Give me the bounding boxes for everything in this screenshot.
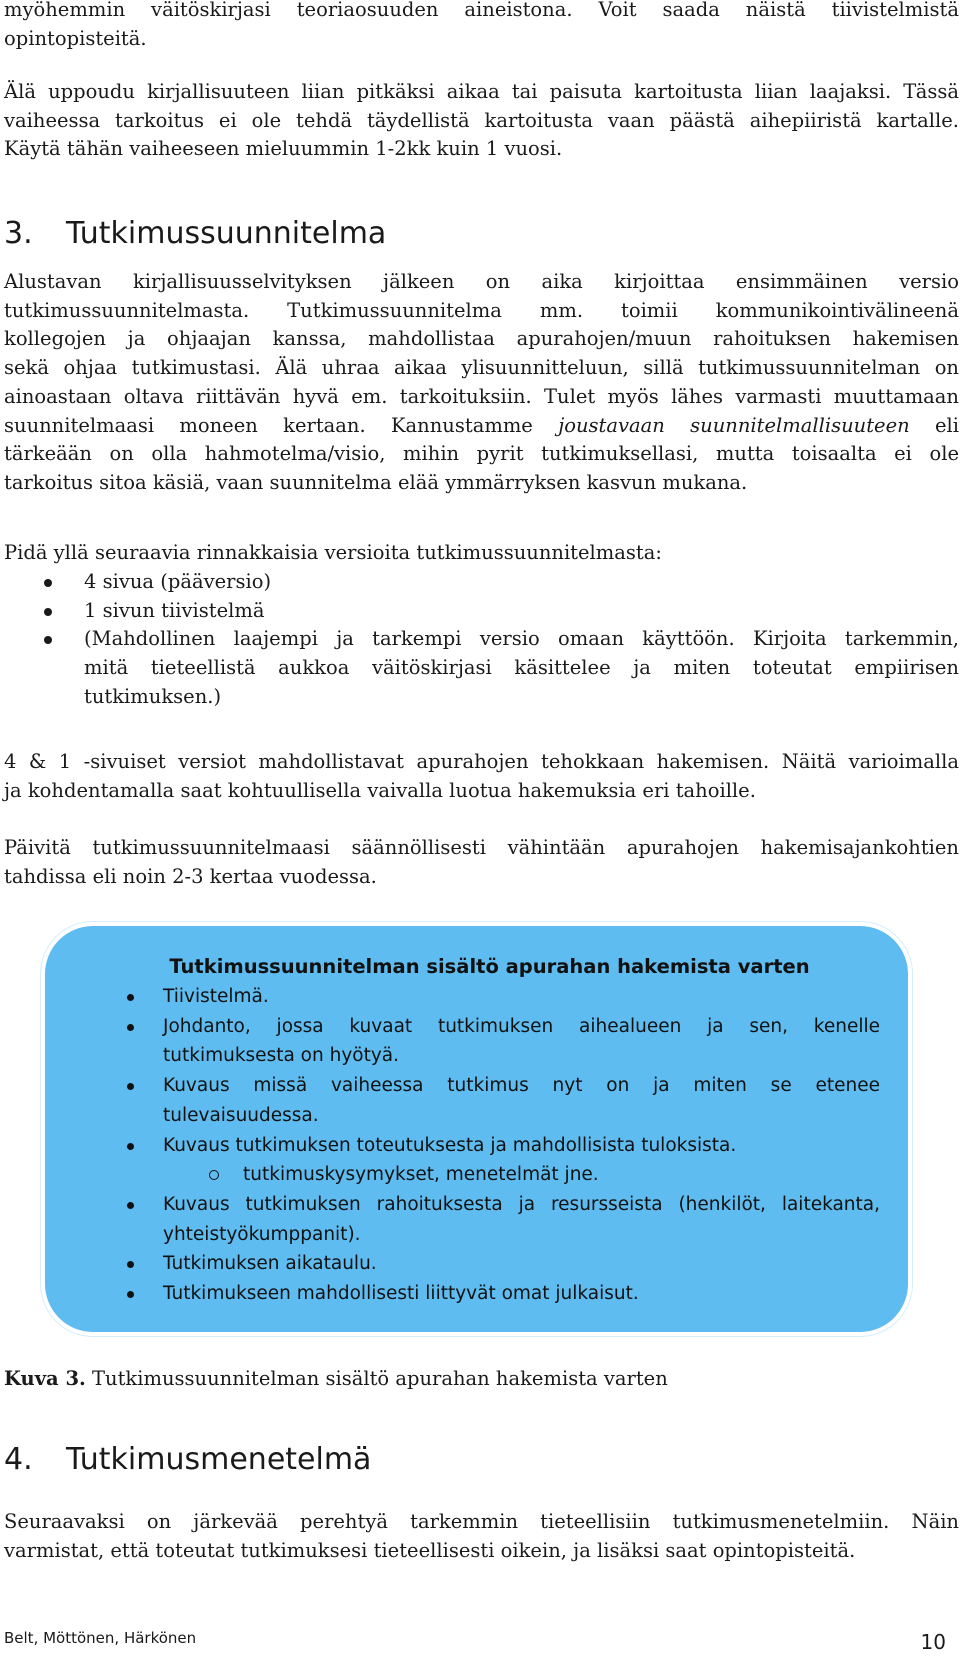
text-line: ainoastaan oltava riittävän hyvä em. tarkoituksiin. Tulet myös lähes varmasti muuttamaan (4, 384, 959, 408)
list-item (4, 625, 959, 711)
text-line: 1 sivun tiivistelmä (84, 598, 265, 622)
intro-paragraph (4, 0, 959, 53)
bullet-icon (127, 1143, 134, 1150)
caption-text: Tutkimussuunnitelman sisältö apurahan hakemista varten (85, 1367, 668, 1390)
list-item (45, 982, 880, 1012)
text-line: Päivitä tutkimussuunnitelmaasi säännöllisesti vähintään apurahojen hakemisajankohtien (4, 836, 959, 859)
list-item (4, 597, 959, 626)
text-line: Älä uppoudu kirjallisuuteen liian pitkäksi aikaa tai paisuta kartoitusta liian laajaksi. Tässä (4, 80, 959, 103)
text-fragment: eli (935, 413, 960, 437)
text-line: varmistat, että toteutat tutkimuksesi tieteellisesti oikein, ja lisäksi saat opintopisteitä. (4, 1538, 856, 1562)
text-line: tutkimuksesta on hyötyä. (163, 1045, 400, 1067)
section-heading-4 (4, 1440, 371, 1480)
text-line: mitä tieteellistä aukkoa väitöskirjasi käsittelee ja miten toteutat empiirisen (84, 656, 959, 680)
section-number: 4. (4, 1442, 33, 1477)
bullet-icon (44, 636, 52, 644)
text-line: Johdanto, jossa kuvaat tutkimuksen aihealueen ja sen, kenelle (163, 1015, 880, 1037)
text-line: (Mahdollinen laajempi ja tarkempi versio omaan käyttöön. Kirjoita tarkemmin, (84, 627, 959, 651)
text-line (4, 412, 959, 441)
text-line: 4 sivua (pääversio) (84, 570, 272, 593)
text-line: tahdissa eli noin 2-3 kertaa vuodessa. (4, 864, 377, 888)
list-item (45, 1012, 880, 1071)
text-line: Kuvaus tutkimuksen rahoituksesta ja resursseista (henkilöt, laitekanta, (163, 1193, 880, 1215)
text-line: ja kohdentamalla saat kohtuullisella vaivalla luotua hakemuksia eri tahoille. (4, 778, 756, 802)
text-fragment: suunnitelmaasi moneen kertaan. Kannustamme (4, 413, 533, 437)
section3-paragraph-3 (4, 834, 959, 891)
bullet-icon (127, 1024, 134, 1031)
text-line: kollegojen ja ohjaajan kanssa, mahdollistaa apurahojen/muun rahoituksen hakemisen (4, 327, 959, 351)
list-item (45, 1071, 880, 1130)
callout-list (45, 982, 880, 1309)
list-item (45, 1190, 880, 1249)
bullet-icon (127, 1202, 134, 1209)
versions-list (4, 568, 959, 712)
bullet-icon (127, 1291, 134, 1298)
text-line: tarkoitus sitoa käsiä, vaan suunnitelma elää ymmärryksen kasvun mukana. (4, 470, 748, 494)
list-item (45, 1279, 880, 1309)
text-line: tutkimuksen.) (84, 684, 222, 708)
callout-title: Tutkimussuunnitelman sisältö apurahan hakemista varten (169, 955, 810, 978)
section-title: Tutkimussuunnitelma (66, 216, 387, 251)
list-item (45, 1131, 880, 1161)
versions-intro: Pidä yllä seuraavia rinnakkaisia versioita tutkimussuunnitelmasta: (4, 541, 662, 564)
bullet-icon (127, 1083, 134, 1090)
text-line: myöhemmin väitöskirjasi teoriaosuuden aineistona. Voit saada näistä tiivistelmistä (4, 0, 959, 21)
section4-paragraph (4, 1508, 959, 1565)
section-heading-3 (4, 214, 386, 254)
text-line: Käytä tähän vaiheeseen mieluummin 1-2kk kuin 1 vuosi. (4, 137, 563, 161)
emphasis-text: joustavaan suunnitelmallisuuteen (558, 413, 910, 437)
list-item (45, 1249, 880, 1279)
sub-list-item (45, 1160, 880, 1190)
bullet-icon (127, 1261, 134, 1268)
text-line: vaiheessa tarkoitus ei ole tehdä täydellistä kartoitusta vaan päästä aihepiiristä kartalle. (4, 108, 959, 132)
text-line: yhteistyökumppanit). (163, 1223, 361, 1245)
section3-paragraph (4, 268, 959, 498)
page-number: 10 (920, 1630, 946, 1654)
text-line: tutkimuskysymykset, menetelmät jne. (243, 1164, 599, 1186)
section3-paragraph-2 (4, 748, 959, 805)
bullet-icon (127, 994, 134, 1001)
list-item (4, 568, 959, 597)
text-line: Kuvaus missä vaiheessa tutkimus nyt on ja miten se etenee (163, 1075, 880, 1097)
text-line: Tutkimuksen aikataulu. (163, 1253, 377, 1275)
text-line: Kuvaus tutkimuksen toteutuksesta ja mahdollisista tuloksista. (163, 1134, 737, 1156)
text-line: tutkimussuunnitelmasta. Tutkimussuunnitelma mm. toimii kommunikointivälineenä (4, 298, 959, 322)
text-line: sekä ohjaa tutkimustasi. Älä uhraa aikaa ylisuunnitteluun, sillä tutkimussuunnitelman on (4, 356, 959, 380)
figure-caption (4, 1365, 668, 1393)
text-line: opintopisteitä. (4, 26, 147, 50)
text-line: Seuraavaksi on järkevää perehtyä tarkemmin tieteellisiin tutkimusmenetelmiin. Näin (4, 1510, 959, 1533)
content-callout-box (41, 922, 912, 1336)
footer-authors: Belt, Möttönen, Härkönen (4, 1629, 197, 1647)
text-line: 4 & 1 -sivuiset versiot mahdollistavat apurahojen tehokkaan hakemisen. Näitä varioimalla (4, 750, 959, 773)
text-line: tulevaisuudessa. (163, 1104, 319, 1126)
section-title: Tutkimusmenetelmä (66, 1442, 372, 1477)
bullet-icon (44, 608, 52, 616)
text-line: Tiivistelmä. (163, 986, 269, 1007)
section-number: 3. (4, 216, 33, 251)
text-line: Tutkimukseen mahdollisesti liittyvät omat julkaisut. (163, 1283, 639, 1305)
bullet-icon (44, 579, 52, 587)
hollow-bullet-icon (209, 1170, 219, 1180)
caption-label: Kuva 3. (4, 1367, 86, 1390)
text-line: Alustavan kirjallisuusselvityksen jälkeen on aika kirjoittaa ensimmäinen versio (4, 270, 959, 293)
warning-paragraph (4, 78, 959, 164)
text-line: tärkeään on olla hahmotelma/visio, mihin pyrit tutkimuksellasi, mutta toisaalta ei ole (4, 442, 959, 466)
